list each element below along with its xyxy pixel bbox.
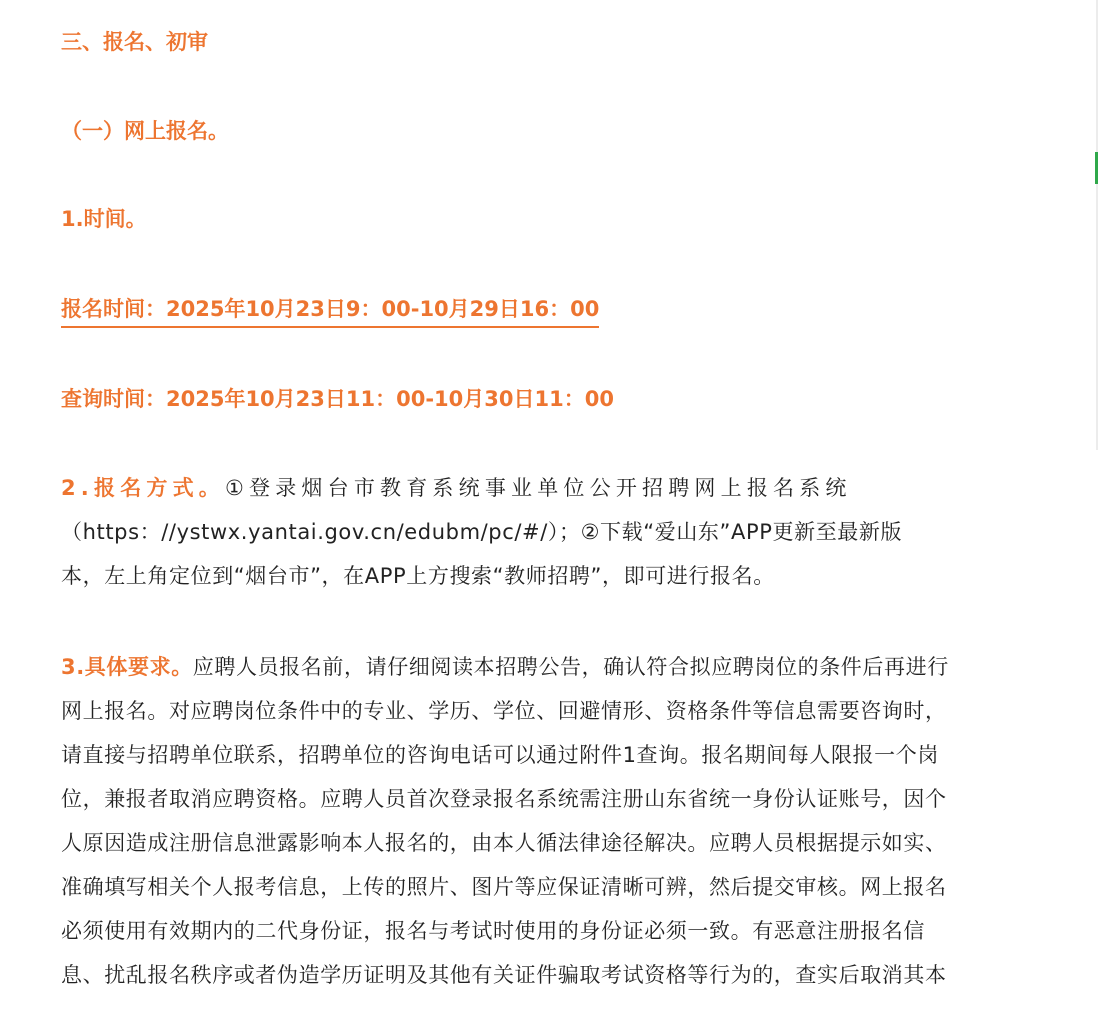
- section-heading: 三、报名、初审: [61, 30, 208, 54]
- signup-time-text: 报名时间：2025年10月23日9：00-10月29日16：00: [61, 294, 599, 328]
- item-heading-time: 1.时间。: [61, 207, 147, 231]
- method-label: 2.报名方式。: [61, 476, 225, 500]
- method-text-1: ①登录烟台市教育系统事业单位公开招聘网上报名系统: [225, 476, 852, 500]
- requirements-line-2: 网上报名。对应聘岗位条件中的专业、学历、学位、回避情形、资格条件等信息需要咨询时，: [61, 699, 947, 723]
- requirements-line-5: 人原因造成注册信息泄露影响本人报名的，由本人循法律途径解决。应聘人员根据提示如实、: [61, 831, 947, 855]
- requirements-label: 3.具体要求。: [61, 655, 193, 679]
- requirements-line-3: 请直接与招聘单位联系，招聘单位的咨询电话可以通过附件1查询。报名期间每人限报一个岗: [61, 743, 939, 767]
- requirements-paragraph: [61, 645, 1051, 997]
- requirements-line-1: [61, 645, 1051, 689]
- signup-time: [61, 294, 1051, 328]
- query-time: 查询时间：2025年10月23日11：00-10月30日11：00: [61, 387, 614, 411]
- method-line-2: （https：//ystwx.yantai.gov.cn/edubm/pc/#/）；②下载“爱山东”APP更新至最新版: [61, 520, 903, 544]
- subsection-heading: （一）网上报名。: [61, 119, 229, 143]
- requirements-line-6: 准确填写相关个人报考信息，上传的照片、图片等应保证清晰可辨，然后提交审核。网上报名: [61, 875, 947, 899]
- requirements-text-1: 应聘人员报名前，请仔细阅读本招聘公告，确认符合拟应聘岗位的条件后再进行: [192, 655, 949, 679]
- method-line-1: [61, 466, 1051, 510]
- method-paragraph: [61, 466, 1051, 598]
- requirements-line-4: 位，兼报者取消应聘资格。应聘人员首次登录报名系统需注册山东省统一身份认证账号，因个: [61, 787, 947, 811]
- method-line-3: 本，左上角定位到“烟台市”，在APP上方搜索“教师招聘”，即可进行报名。: [61, 564, 775, 588]
- requirements-line-7: 必须使用有效期内的二代身份证，报名与考试时使用的身份证必须一致。有恶意注册报名信: [61, 919, 925, 943]
- requirements-line-8: 息、扰乱报名秩序或者伪造学历证明及其他有关证件骗取考试资格等行为的，查实后取消其本: [61, 963, 947, 987]
